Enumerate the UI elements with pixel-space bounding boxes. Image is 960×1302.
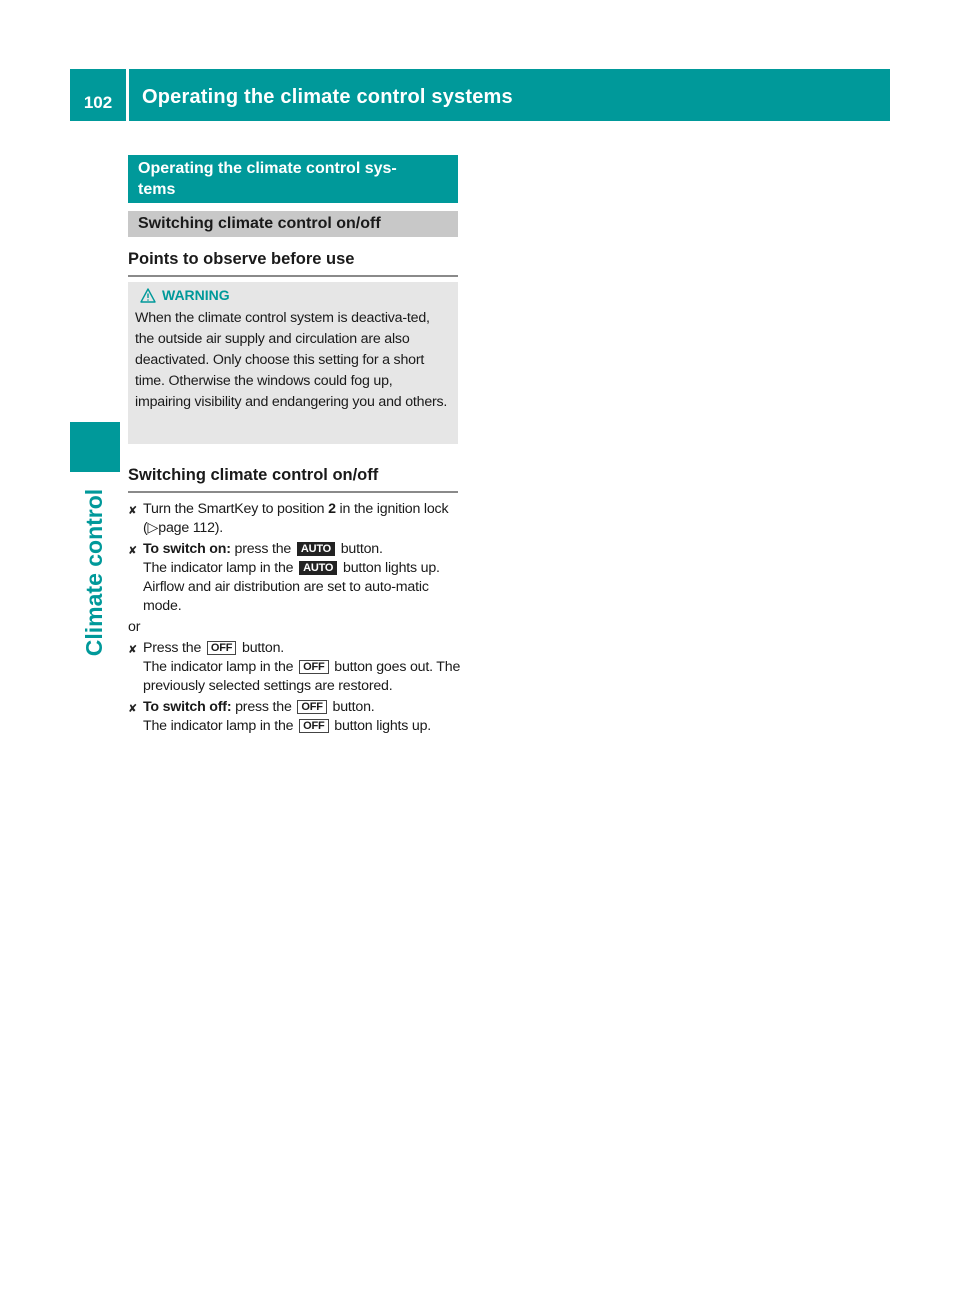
warning-triangle-icon [140,288,156,303]
auto-button-icon: AUTO [299,561,337,575]
chapter-label [72,482,118,662]
step-arrow-icon: ✘ [128,505,138,517]
off-button-icon: OFF [299,719,328,733]
warning-title-text: WARNING [162,287,230,303]
step-text: in the ignition lock ( [143,501,449,536]
step-label: To switch on: [143,541,231,557]
warning-box [128,282,458,444]
page-reference-link[interactable]: page 112). [158,520,224,536]
page-header-title: Operating the climate control systems [142,86,513,108]
instruction-steps [128,500,462,736]
step-text: button. [238,640,285,656]
subsection-heading: Switching climate control on/off [128,211,458,237]
step-text: The indicator lamp in the [143,659,298,675]
header-divider [126,69,129,121]
step-text: The indicator lamp in the [143,560,298,576]
step-text: button goes out. The previously selected settings are restored. [143,659,461,694]
step-label: To switch off: [143,699,232,715]
chapter-label-text: Climate control [81,488,108,656]
step-switch-off [128,698,462,736]
off-button-icon: OFF [207,641,236,655]
step-text: The indicator lamp in the [143,718,298,734]
step-text: button. [328,699,375,715]
step-arrow-icon: ✘ [128,644,138,656]
step-text: button. [337,541,383,557]
section-heading: Operating the climate control sys- tems [128,155,458,203]
points-heading: Points to observe before use [128,250,458,277]
step-arrow-icon: ✘ [128,703,138,715]
step-text: Press the [143,640,205,656]
warning-text: When the climate control system is deactiva-ted, the outside air supply and circulation are also deactivated. Only choose this setting for a short time. Otherwise the windows could fog up, impairing visibility and endangering you and others. [135,310,448,410]
ignition-position: 2 [328,501,336,517]
chapter-tab-marker [70,422,120,472]
step-press-off [128,639,462,696]
step-text: press the [230,541,295,557]
off-button-icon: OFF [299,660,328,674]
off-button-icon: OFF [297,700,326,714]
step-switch-on [128,540,462,616]
step-text: Turn the SmartKey to position [143,501,329,517]
warning-title [140,287,450,303]
or-separator: or [128,619,141,635]
auto-button-icon: AUTO [297,542,335,556]
step-text: button lights up. [330,718,432,734]
step-turn-smartkey [128,500,462,538]
page-reference-icon: ▷ [147,520,159,536]
switching-heading: Switching climate control on/off [128,466,458,493]
step-text: button lights up. Airflow and air distribution are set to auto-matic mode. [143,560,440,614]
step-arrow-icon: ✘ [128,545,138,557]
step-text: press the [231,699,296,715]
page-number: 102 [83,93,113,112]
